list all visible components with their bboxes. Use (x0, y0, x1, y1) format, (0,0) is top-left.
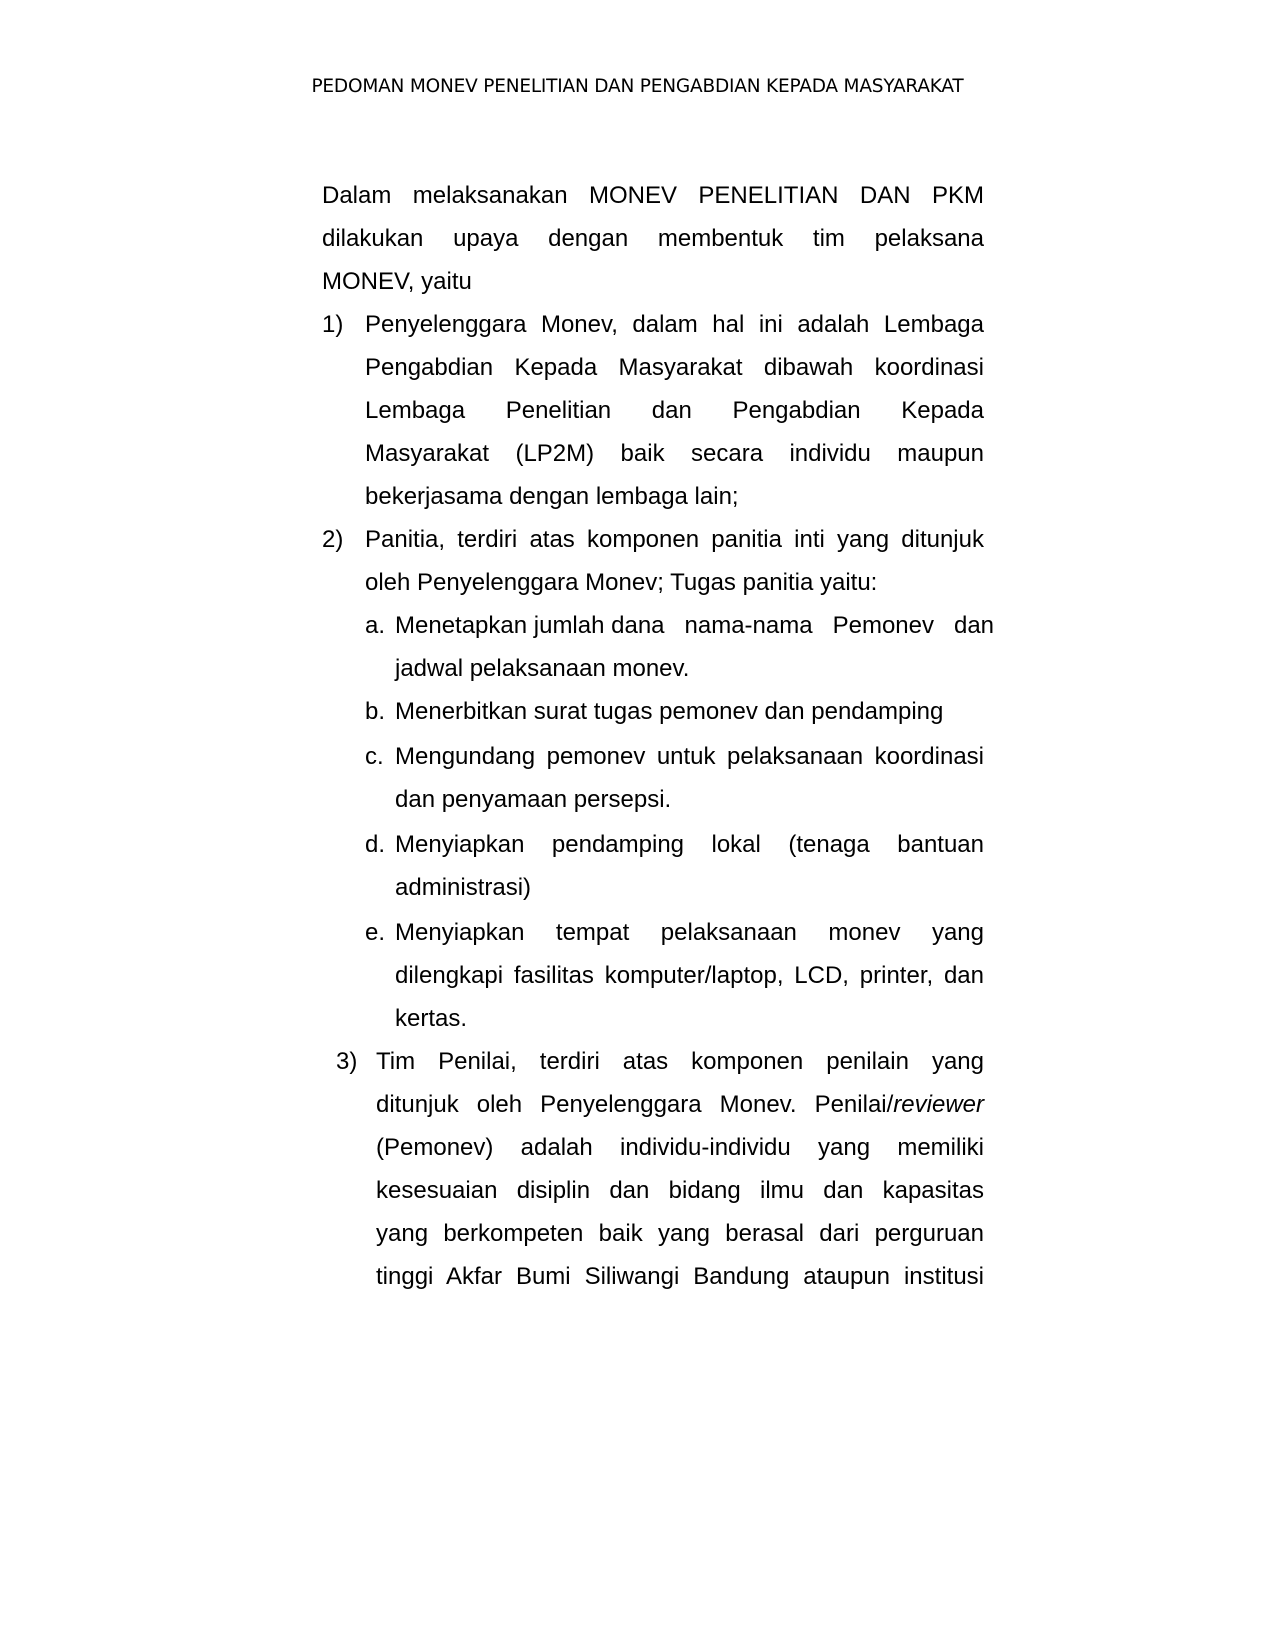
sub-item-line: kertas. (395, 1005, 468, 1032)
sub-item-line: jadwal pelaksanaan monev. (395, 655, 690, 682)
sub-item-line: Menerbitkan surat tugas pemonev dan pendamping (395, 698, 944, 725)
item-line: Penyelenggara Monev, dalam hal ini adalah Lembaga (365, 311, 984, 338)
italic-term: reviewer (893, 1091, 984, 1118)
sub-item-line: dan penyamaan persepsi. (395, 786, 672, 813)
sub-item-d (365, 823, 984, 909)
sub-item-letter: b. (365, 698, 386, 725)
item-number: 1) (322, 311, 344, 338)
list-item-1 (322, 303, 984, 518)
item-line: Lembaga Penelitian dan Pengabdian Kepada (365, 397, 984, 424)
sub-item-letter: a. (365, 612, 386, 639)
item-line: kesesuaian disiplin dan bidang ilmu dan kapasitas (376, 1177, 984, 1204)
intro-line: dilakukan upaya dengan membentuk tim pelaksana (322, 225, 984, 252)
sub-item-line: dilengkapi fasilitas komputer/laptop, LCD, printer, dan (395, 962, 984, 989)
sub-item-line: Menyiapkan pendamping lokal (tenaga bantuan (395, 831, 984, 858)
intro-line: Dalam melaksanakan MONEV PENELITIAN DAN PKM (322, 182, 984, 209)
item-line: yang berkompeten baik yang berasal dari perguruan (376, 1220, 984, 1247)
intro-line: MONEV, yaitu (322, 268, 472, 295)
item-line: Pengabdian Kepada Masyarakat dibawah koordinasi (365, 354, 984, 381)
sub-item-line: Menetapkan jumlah dana nama-nama Pemonev dan (395, 612, 995, 639)
item-number: 3) (336, 1048, 358, 1075)
sub-item-line: Mengundang pemonev untuk pelaksanaan koordinasi (395, 743, 984, 770)
item-line: bekerjasama dengan lembaga lain; (365, 483, 739, 510)
sub-list (365, 604, 995, 1040)
page-header: PEDOMAN MONEV PENELITIAN DAN PENGABDIAN KEPADA MASYARAKAT (311, 76, 964, 97)
sub-item-e (365, 911, 984, 1040)
sub-item-letter: d. (365, 831, 386, 858)
sub-item-line: administrasi) (395, 874, 532, 901)
item-line-with-italic (376, 1083, 984, 1126)
sub-item-c (365, 735, 984, 821)
item-line: Tim Penilai, terdiri atas komponen penilain yang (376, 1048, 984, 1075)
list-item-2 (322, 518, 995, 1040)
document-body (322, 174, 995, 1298)
item-line: Masyarakat (LP2M) baik secara individu maupun (365, 440, 984, 467)
sub-item-letter: e. (365, 919, 386, 946)
item-line-text: ditunjuk oleh Penyelenggara Monev. Penilai/ (376, 1091, 894, 1118)
item-line: tinggi Akfar Bumi Siliwangi Bandung ataupun institusi (376, 1263, 984, 1290)
list-item-3 (322, 1040, 984, 1298)
sub-item-b (365, 690, 984, 733)
sub-item-line: Menyiapkan tempat pelaksanaan monev yang (395, 919, 984, 946)
item-number: 2) (322, 526, 344, 553)
intro-paragraph (322, 174, 984, 303)
sub-item-letter: c. (365, 743, 384, 770)
item-line: oleh Penyelenggara Monev; Tugas panitia yaitu: (365, 569, 878, 596)
sub-item-a (365, 604, 995, 690)
item-line: (Pemonev) adalah individu-individu yang memiliki (376, 1134, 984, 1161)
item-line: Panitia, terdiri atas komponen panitia inti yang ditunjuk (365, 526, 984, 553)
